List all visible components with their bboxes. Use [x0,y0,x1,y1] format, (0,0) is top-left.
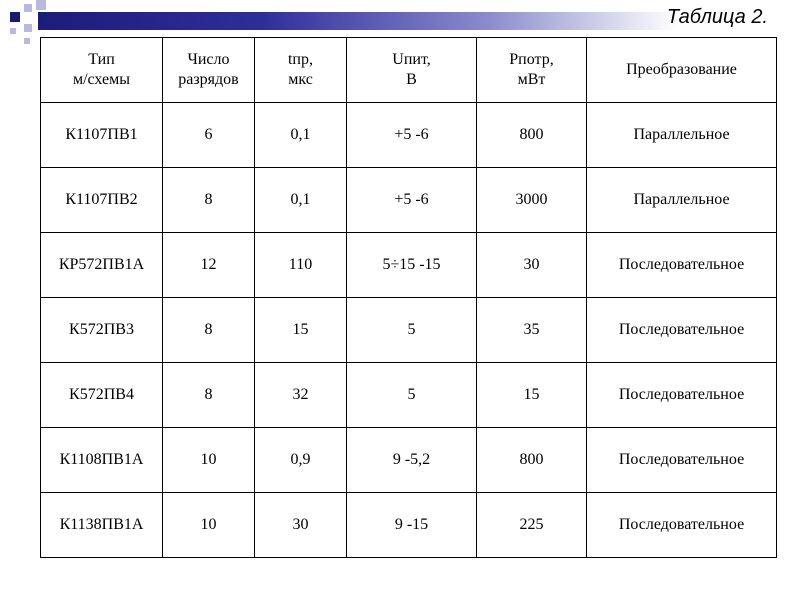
table-cell: 15 [255,298,347,363]
table-row [41,168,777,233]
table-cell: Последовательное [587,363,777,428]
table-header-row [41,38,777,103]
slide-title: Таблица 2. [666,6,768,28]
table-cell: 9 -15 [347,493,477,558]
table-cell: Последовательное [587,298,777,363]
column-header [477,38,587,103]
table-cell: 3000 [477,168,587,233]
table-body [41,103,777,558]
table-cell: 10 [163,428,255,493]
table-cell: К1108ПВ1А [41,428,163,493]
table-cell: Последовательное [587,428,777,493]
table-cell: 0,1 [255,103,347,168]
table-cell: 110 [255,233,347,298]
table-cell: 32 [255,363,347,428]
table-cell: 8 [163,168,255,233]
column-header-line: Тип [88,51,115,68]
column-header-line: Преобразование [626,61,737,78]
table-cell: К1107ПВ2 [41,168,163,233]
decor-square-1 [10,12,20,22]
table-cell: 0,1 [255,168,347,233]
column-header-line: Uпит, [392,51,431,68]
decor-square-6 [10,28,16,34]
decor-square-2 [24,4,32,12]
table-cell: 0,9 [255,428,347,493]
column-header-line: В [406,71,417,88]
decor-square-5 [36,0,46,10]
column-header-line: Число [187,51,230,68]
table-cell: 5 [347,298,477,363]
decor-square-3 [24,24,32,32]
column-header-line: tпр, [287,51,313,68]
table-cell: К1138ПВ1А [41,493,163,558]
table-cell: Последовательное [587,493,777,558]
table-cell: К1107ПВ1 [41,103,163,168]
table-cell: Параллельное [587,103,777,168]
table-row [41,103,777,168]
column-header [41,38,163,103]
column-header-line: Pпотр, [509,51,554,68]
adc-table [40,37,777,558]
table-cell: 9 -5,2 [347,428,477,493]
table-cell: 10 [163,493,255,558]
column-header-line: разрядов [178,71,239,88]
table-cell: 30 [255,493,347,558]
table-cell: 800 [477,103,587,168]
table-cell: КР572ПВ1А [41,233,163,298]
table-row [41,233,777,298]
column-header [163,38,255,103]
table-row [41,363,777,428]
decor-square-4 [24,38,30,44]
table-cell: 225 [477,493,587,558]
table-cell: 800 [477,428,587,493]
table-cell: Параллельное [587,168,777,233]
header-gradient-bar [38,12,678,30]
table-cell: 8 [163,298,255,363]
table-row [41,493,777,558]
table-row [41,298,777,363]
column-header [255,38,347,103]
table-row [41,428,777,493]
table-cell: 15 [477,363,587,428]
table-cell: +5 -6 [347,103,477,168]
table-cell: 12 [163,233,255,298]
table-cell: 5÷15 -15 [347,233,477,298]
table-cell: +5 -6 [347,168,477,233]
column-header [347,38,477,103]
table-cell: К572ПВ3 [41,298,163,363]
column-header-line: мВт [517,71,546,88]
table-cell: 8 [163,363,255,428]
table-cell: 35 [477,298,587,363]
table-cell: 30 [477,233,587,298]
table-cell: К572ПВ4 [41,363,163,428]
column-header-line: мкс [288,71,313,88]
table-cell: 6 [163,103,255,168]
table-cell: 5 [347,363,477,428]
table-cell: Последовательное [587,233,777,298]
column-header [587,38,777,103]
column-header-line: м/схемы [72,71,131,88]
